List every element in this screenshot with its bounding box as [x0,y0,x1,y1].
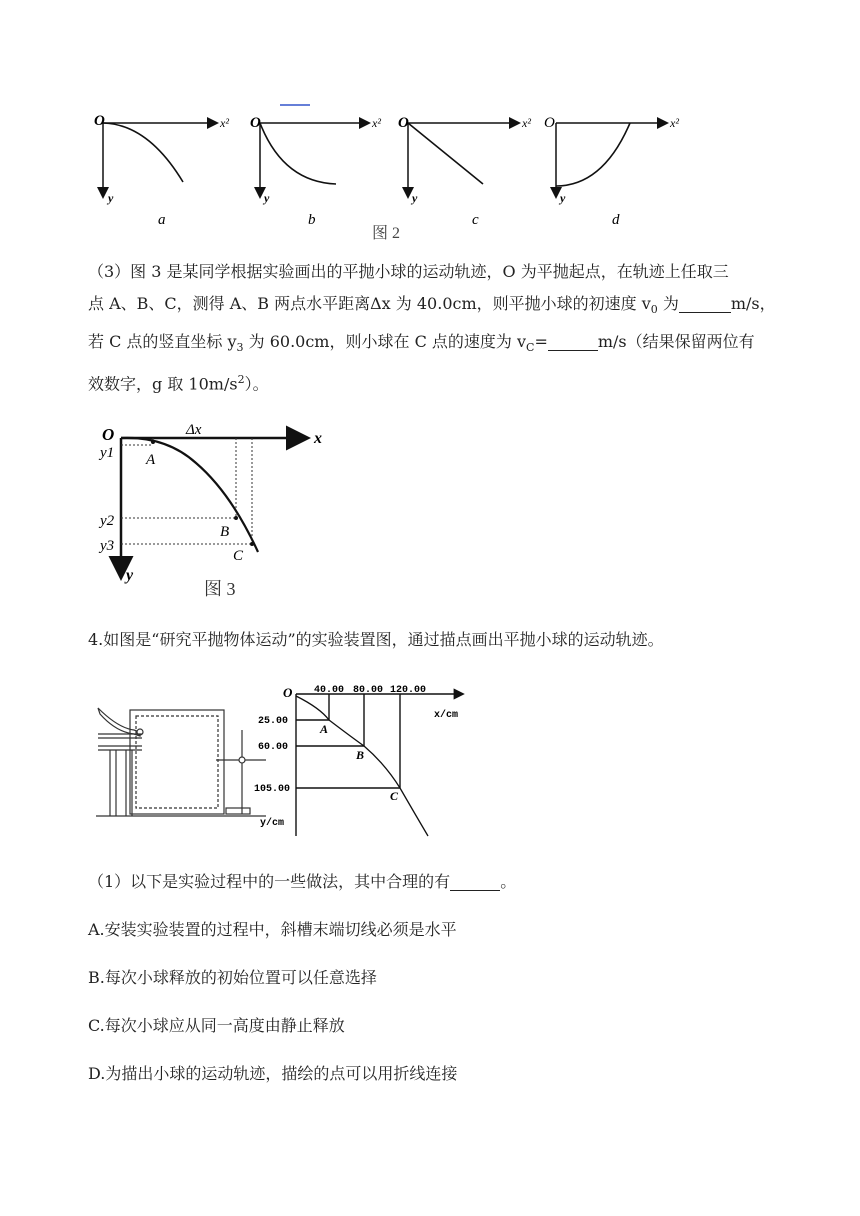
panel-label-c: c [472,212,479,228]
q4-1-stem [88,866,788,898]
option-d: D.为描出小球的运动轨迹，描绘的点可以用折线连接 [88,1064,458,1083]
point-a-label: A [146,452,156,468]
x-axis-label: x² [372,116,381,130]
x-tick: 120.00 [390,685,427,696]
subscript: C [526,341,535,355]
point-c-label: C [390,789,399,803]
point-b-label: B [220,524,230,540]
q3-text: m/s， [730,294,776,313]
origin-label: O [102,425,115,444]
x-axis-label: x [314,430,322,447]
y-axis-label: y/cm [260,818,285,829]
y1-label: y1 [100,445,115,461]
y-axis-label: y [264,191,270,205]
figure-3 [96,418,346,604]
x-tick: 80.00 [353,685,384,696]
y-axis-label: y [412,191,418,205]
origin-label: O [398,115,409,131]
origin-label: O [250,115,261,131]
q3-text: 若 C 点的竖直坐标 y [88,332,237,352]
figure-2-caption: 图 2 [372,225,401,242]
graph-b [250,115,381,228]
answer-blank-v0[interactable] [679,294,731,313]
x-axis-label: x² [522,116,531,130]
y-tick: 105.00 [254,784,291,795]
q4-1-text: 。 [500,872,517,891]
option-c: C.每次小球应从同一高度由静止释放 [88,1016,345,1035]
answer-blank-vc[interactable] [548,332,598,351]
option-b: B.每次小球释放的初始位置可以任意选择 [88,968,377,987]
q3-text: 为 60.0cm，则小球在 C 点的速度为 v [243,332,527,352]
y2-label: y2 [100,513,115,529]
y-axis-label: y [126,567,134,584]
point-b-label: B [356,748,365,762]
option-a: A.安装实验装置的过程中，斜槽末端切线必须是水平 [88,920,457,939]
q3-line-1: （3）图 3 是某同学根据实验画出的平抛小球的运动轨迹，O 为平抛起点，在轨迹上任取三 [88,262,729,281]
q3-text: m/s（结果保留两位有 [597,332,755,352]
q3-text: 效数字，g 取 10m/s [88,374,238,394]
figure-2 [88,96,698,246]
delta-x-label: Δx [186,422,202,438]
origin-label: O [544,115,555,131]
panel-label-d: d [612,212,620,228]
answer-blank-choice[interactable] [450,872,500,891]
q3-text: ）。 [244,374,269,394]
trajectory-graph [250,684,486,840]
q3-text: 点 A、B、C，测得 A、B 两点水平距离Δx 为 40.0cm，则平抛小球的初速度 v [88,294,651,313]
origin-label: O [283,685,293,700]
x-tick: 40.00 [314,685,345,696]
subscript: 3 [236,341,244,355]
point-c-label: C [233,548,244,564]
y-axis-label: y [108,191,114,205]
panel-label-b: b [308,212,316,228]
q3-line-4 [88,364,778,400]
y-tick: 60.00 [258,742,289,753]
point-a-label: A [320,722,329,736]
q3-line-3 [88,326,778,364]
graph-d [544,115,679,228]
superscript: 2 [237,373,245,387]
subscript: 0 [650,303,658,317]
question-4-1 [88,866,788,898]
q3-text: = [534,332,548,352]
y-tick: 25.00 [258,716,289,727]
question-3 [88,256,778,401]
q3-line-2 [88,288,778,326]
q3-text: 为 [657,294,679,313]
origin-label: O [94,113,105,129]
graph-c [398,115,531,228]
graph-a [94,113,229,228]
y3-label: y3 [100,538,115,554]
x-axis-label: x/cm [434,710,459,721]
q4-1-text: （1）以下是实验过程中的一些做法，其中合理的有 [88,872,451,891]
apparatus-drawing [96,698,266,820]
y-axis-label: y [560,191,566,205]
x-axis-label: x² [670,116,679,130]
x-axis-label: x² [220,116,229,130]
panel-label-a: a [158,212,166,228]
figure-3-caption: 图 3 [204,579,236,599]
question-4-title: 4.如图是“研究平抛物体运动”的实验装置图，通过描点画出平抛小球的运动轨迹。 [88,630,664,649]
